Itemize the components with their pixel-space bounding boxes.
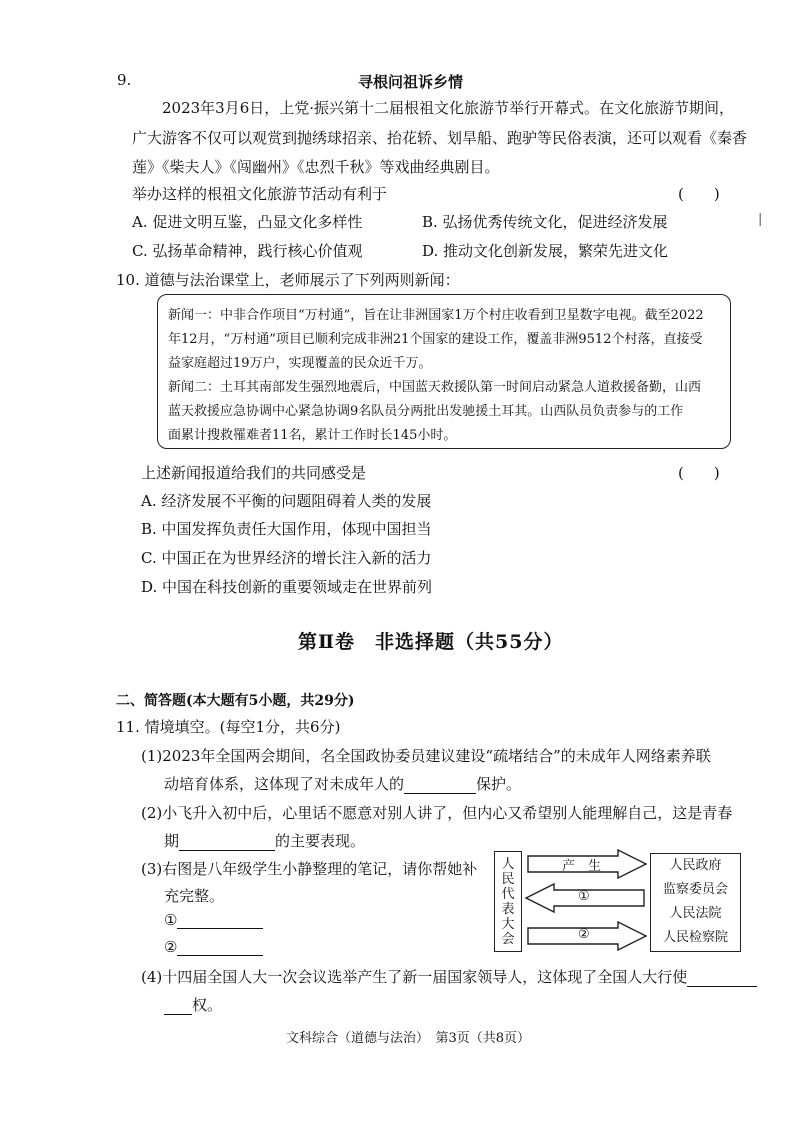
blank-5[interactable]: [687, 970, 757, 987]
subquestion-3: (3)右图是八年级学生小静整理的笔记，请你帮她补: [141, 860, 478, 878]
organ-court: 人民法院: [669, 906, 722, 921]
news-line: 新闻一：中非合作项目“万村通”，旨在让非洲国家1万个村庄收看到卫星数字电视。截至2022: [168, 308, 704, 323]
subquestion-4-text-end: 权。: [192, 996, 223, 1014]
news-line: 益家庭超过19万户，实现覆盖的民众近千万。: [168, 356, 432, 371]
question-9-stem: 举办这样的根祖文化旅游节活动有利于: [132, 185, 388, 203]
subquestion-3-line2: 充完整。: [164, 887, 225, 905]
subquestion-4-line2: [164, 994, 222, 1015]
npc-char: 人: [501, 856, 515, 872]
npc-char: 表: [501, 901, 515, 917]
option-d[interactable]: D. 推动文化创新发展，繁荣先进文化: [422, 242, 669, 260]
news-line: 面累计搜救罹难者11名，累计工作时长145小时。: [168, 428, 457, 443]
news-line: 新闻二：土耳其南部发生强烈地震后，中国蓝天救援队第一时间启动紧急人道救援备勤，山西: [168, 380, 702, 395]
arrow-bottom-label: ②: [578, 927, 590, 942]
passage-line: 莲》《柴夫人》《闯幽州》《忠烈千秋》等戏曲经典剧目。: [132, 158, 500, 176]
option-a[interactable]: A. 经济发展不平衡的问题阻碍着人类的发展: [141, 492, 432, 510]
arrow-top-label: 产 生: [562, 859, 602, 874]
news-line: 蓝天救援应急协调中心紧急协调9名队员分两批出发驰援土耳其。山西队员负责参与的工作: [168, 404, 684, 419]
subquestion-1: (1)2023年全国两会期间，名全国政协委员建议建设“疏堵结合”的未成年人网络素养联: [141, 747, 711, 765]
question-9-title: 寻根问祖诉乡情: [358, 73, 464, 91]
subquestion-2-line2: [164, 830, 365, 851]
organ-government: 人民政府: [669, 858, 722, 873]
npc-char: 代: [501, 886, 515, 902]
page-footer: 文科综合（道德与法治） 第3页（共8页）: [286, 1031, 531, 1046]
circle-two-label: ②: [164, 938, 178, 956]
organ-supervisory: 监察委员会: [662, 882, 728, 897]
subquestion-1-text: 动培育体系，这体现了对未成年人的: [164, 775, 405, 793]
section-title: 第Ⅱ卷 非选择题（共55分）: [298, 631, 564, 653]
subquestion-2-text: 期: [164, 832, 180, 850]
option-c[interactable]: C. 弘扬革命精神，践行核心价值观: [132, 242, 363, 260]
blank-3[interactable]: [177, 912, 263, 929]
question-9-answer-paren[interactable]: ( ): [678, 185, 720, 203]
margin-mark: |: [758, 212, 763, 227]
blank-4[interactable]: [177, 939, 263, 956]
option-b[interactable]: B. 弘扬优秀传统文化，促进经济发展: [422, 213, 668, 231]
organ-procuratorate: 人民检察院: [662, 930, 728, 945]
subquestion-3-blank-2: [164, 938, 263, 956]
circle-one-label: ①: [164, 911, 178, 929]
option-c[interactable]: C. 中国正在为世界经济的增长注入新的活力: [141, 549, 432, 567]
subquestion-4-text: (4)十四届全国人大一次会议选举产生了新一届国家领导人，这体现了全国人大行使: [141, 968, 688, 986]
news-line: 年12月，“万村通”项目已顺利完成非洲21个国家的建设工作，覆盖非洲9512个村落，直接受: [168, 332, 703, 347]
option-b[interactable]: B. 中国发挥负责任大国作用，体现中国担当: [141, 520, 432, 538]
news-box: [157, 294, 731, 449]
option-d[interactable]: D. 中国在科技创新的重要领域走在世界前列: [141, 578, 433, 596]
question-10-stem: 上述新闻报道给我们的共同感受是: [141, 464, 367, 482]
subquestion-2: (2)小飞升入初中后，心里话不愿意对别人讲了，但内心又希望别人能理解自己，这是青春: [141, 804, 733, 822]
subquestion-2-text-end: 的主要表现。: [275, 832, 366, 850]
question-10-intro: 10. 道德与法治课堂上，老师展示了下列两则新闻：: [116, 271, 460, 289]
option-a[interactable]: A. 促进文明互鉴，凸显文化多样性: [132, 213, 363, 231]
part-title: 二、简答题(本大题有5小题，共29分): [116, 693, 355, 709]
npc-char: 会: [501, 931, 515, 947]
npc-box: [494, 851, 522, 952]
arrow-mid-label: ①: [578, 889, 590, 904]
blank-2[interactable]: [179, 834, 275, 851]
question-10-answer-paren[interactable]: ( ): [678, 464, 720, 482]
subquestion-3-blank-1: [164, 911, 263, 929]
subquestion-4-line1: [141, 966, 757, 987]
question-9-number: 9.: [117, 71, 132, 89]
question-11-intro: 11. 情境填空。(每空1分，共6分): [116, 718, 341, 736]
subquestion-1-line2: [164, 773, 521, 794]
npc-char: 大: [501, 916, 515, 932]
blank-1[interactable]: [404, 777, 476, 794]
npc-char: 民: [501, 871, 515, 887]
passage-line: 2023年3月6日，上党·振兴第十二届根祖文化旅游节举行开幕式。在文化旅游节期间，: [162, 99, 735, 117]
subquestion-1-text-end: 保护。: [476, 775, 522, 793]
passage-line: 广大游客不仅可以观赏到抛绣球招亲、抬花轿、划旱船、跑驴等民俗表演，还可以观看《秦香: [132, 129, 748, 147]
state-organs-box: [650, 853, 741, 952]
blank-5-cont[interactable]: [164, 998, 192, 1015]
